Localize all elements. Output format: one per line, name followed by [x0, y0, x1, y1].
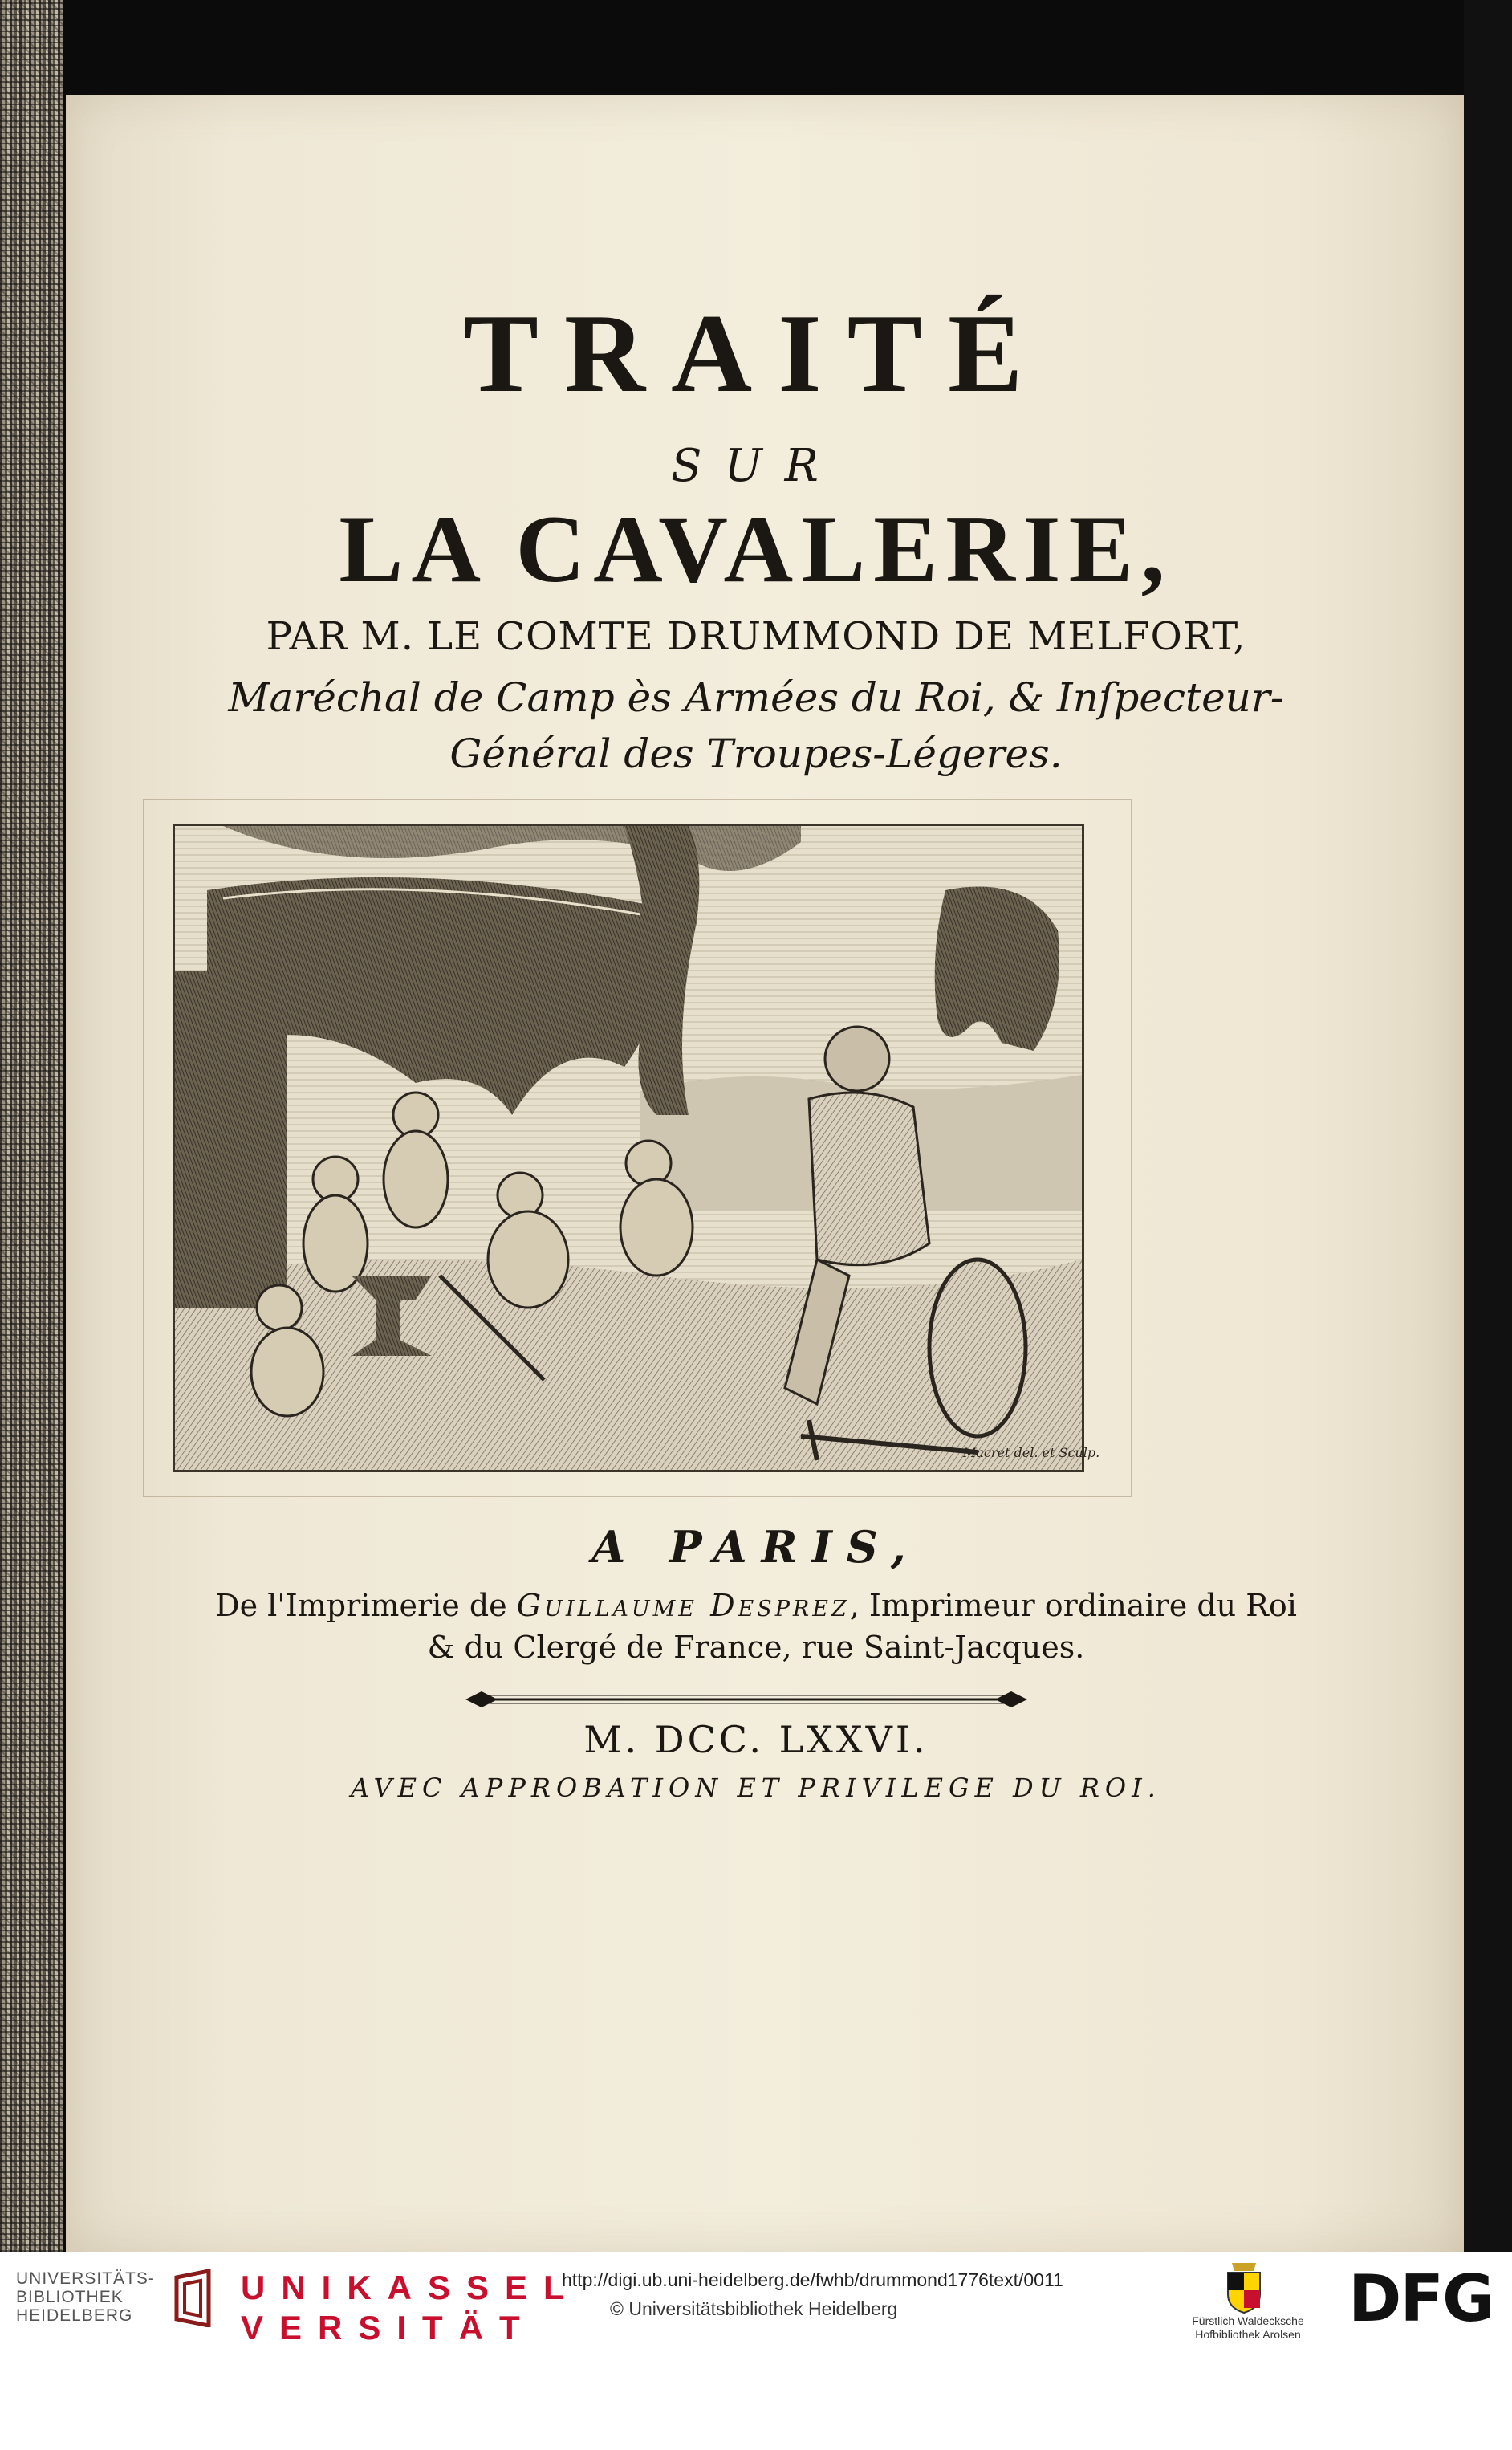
- imprint-address-line: & du Clergé de France, rue Saint-Jacques.: [427, 1630, 1085, 1665]
- engraving-illustration: [175, 826, 1082, 1470]
- author-line: PAR M. LE COMTE DRUMMOND DE MELFORT,: [266, 614, 1246, 659]
- copyright-notice: © Universitätsbibliothek Heidelberg: [610, 2298, 898, 2319]
- printer-name: Guillaume Desprez: [516, 1588, 850, 1623]
- imprint-printer-line: [0, 1588, 1512, 1623]
- book-title: TRAITÉ: [463, 291, 1049, 416]
- publication-year: M. DCC. LXXVI.: [583, 1718, 929, 1761]
- title-cavalerie: LA CAVALERIE,: [339, 495, 1173, 602]
- ub-line-3: HEIDELBERG: [16, 2306, 133, 2325]
- author-role-line-1: Maréchal de Camp ès Armées du Roi, & Inſpecteur-: [228, 674, 1284, 721]
- uni-kassel-logo[interactable]: [241, 2268, 580, 2348]
- kassel-line-2: VERSITÄT: [241, 2309, 536, 2346]
- ub-heidelberg-mark-icon: [169, 2269, 217, 2327]
- imprint-suffix: , Imprimeur ordinaire du Roi: [849, 1588, 1297, 1623]
- engraver-signature: Macret del. et Sculp.: [963, 1445, 1100, 1460]
- frontispiece-engraving: [173, 824, 1084, 1472]
- author-role-line-2: Général des Troupes-Légeres.: [449, 731, 1063, 777]
- title-sur: SUR: [671, 440, 841, 492]
- arolsen-line-1: Fürstlich Waldecksche: [1192, 2314, 1304, 2327]
- ornament-rule: [465, 1691, 1027, 1707]
- privilege-line: AVEC APPROBATION ET PRIVILEGE DU ROI.: [351, 1772, 1161, 1803]
- kassel-line-1: UNIKASSEL: [241, 2269, 580, 2306]
- waldeck-crest-icon: [1220, 2258, 1268, 2314]
- digitization-footer: [0, 2252, 1512, 2450]
- arolsen-line-2: Hofbibliothek Arolsen: [1195, 2328, 1301, 2341]
- permalink-url[interactable]: http://digi.ub.uni-heidelberg.de/fwhb/drummond1776text/0011: [562, 2269, 1063, 2290]
- imprint-place: A PARIS,: [591, 1521, 921, 1573]
- ub-line-2: BIBLIOTHEK: [16, 2288, 124, 2306]
- arolsen-library-text: [1176, 2314, 1320, 2342]
- ub-line-1: UNIVERSITÄTS-: [16, 2269, 155, 2288]
- imprint-prefix: De l'Imprimerie de: [215, 1588, 507, 1623]
- ub-heidelberg-logo-text[interactable]: [16, 2269, 155, 2325]
- dfg-logo[interactable]: DFG: [1348, 2261, 1494, 2336]
- scan-background-top: [0, 0, 1512, 95]
